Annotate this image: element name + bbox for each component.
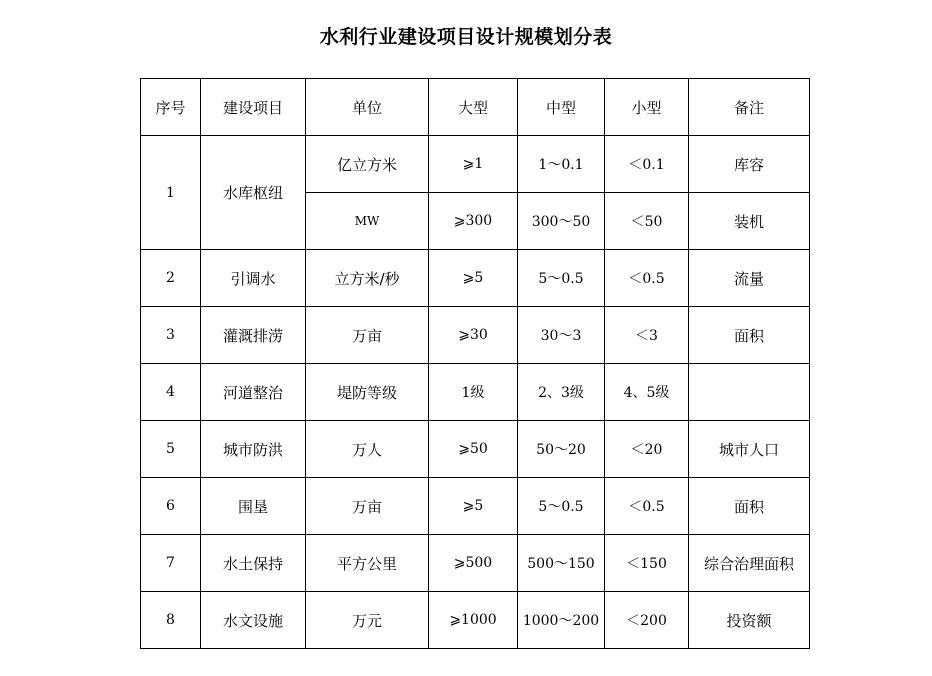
cell-no: 7	[141, 535, 201, 592]
cell-small: ＜50	[605, 193, 689, 250]
cell-no: 5	[141, 421, 201, 478]
cell-note: 面积	[689, 307, 810, 364]
cell-no: 1	[141, 136, 201, 250]
cell-small: ＜0.5	[605, 478, 689, 535]
cell-medium: 30～3	[518, 307, 605, 364]
cell-unit: 万亩	[306, 307, 429, 364]
cell-no: 2	[141, 250, 201, 307]
cell-small: 4、5级	[605, 364, 689, 421]
cell-medium: 500～150	[518, 535, 605, 592]
cell-note: 城市人口	[689, 421, 810, 478]
cell-medium: 5～0.5	[518, 478, 605, 535]
cell-large: ⩾1	[429, 136, 518, 193]
scale-classification-table	[140, 78, 810, 649]
cell-medium: 5～0.5	[518, 250, 605, 307]
header-cell-no: 序号	[141, 79, 201, 136]
table-row	[141, 592, 810, 649]
cell-large: ⩾500	[429, 535, 518, 592]
cell-note: 综合治理面积	[689, 535, 810, 592]
table-row	[141, 421, 810, 478]
header-cell-project: 建设项目	[201, 79, 306, 136]
header-cell-medium: 中型	[518, 79, 605, 136]
cell-project: 灌溉排涝	[201, 307, 306, 364]
cell-note: 装机	[689, 193, 810, 250]
cell-small: ＜0.5	[605, 250, 689, 307]
cell-large: ⩾5	[429, 250, 518, 307]
cell-note: 投资额	[689, 592, 810, 649]
cell-medium: 1000～200	[518, 592, 605, 649]
cell-project: 水土保持	[201, 535, 306, 592]
table-row	[141, 136, 810, 193]
cell-large: 1级	[429, 364, 518, 421]
table-row	[141, 535, 810, 592]
cell-unit: MW	[306, 193, 429, 250]
cell-large: ⩾300	[429, 193, 518, 250]
cell-small: ＜3	[605, 307, 689, 364]
header-cell-note: 备注	[689, 79, 810, 136]
cell-unit: 万人	[306, 421, 429, 478]
cell-unit: 立方米/秒	[306, 250, 429, 307]
cell-no: 4	[141, 364, 201, 421]
cell-project: 城市防洪	[201, 421, 306, 478]
header-cell-large: 大型	[429, 79, 518, 136]
cell-unit: 亿立方米	[306, 136, 429, 193]
cell-project: 水文设施	[201, 592, 306, 649]
table-row	[141, 364, 810, 421]
cell-note: 面积	[689, 478, 810, 535]
cell-small: ＜200	[605, 592, 689, 649]
cell-unit: 万亩	[306, 478, 429, 535]
table-row	[141, 250, 810, 307]
cell-medium: 1～0.1	[518, 136, 605, 193]
cell-small: ＜0.1	[605, 136, 689, 193]
header-row	[141, 79, 810, 136]
cell-medium: 2、3级	[518, 364, 605, 421]
cell-project: 水库枢纽	[201, 136, 306, 250]
cell-small: ＜20	[605, 421, 689, 478]
cell-large: ⩾5	[429, 478, 518, 535]
cell-note: 库容	[689, 136, 810, 193]
cell-medium: 300～50	[518, 193, 605, 250]
header-cell-unit: 单位	[306, 79, 429, 136]
cell-project: 围垦	[201, 478, 306, 535]
cell-medium: 50～20	[518, 421, 605, 478]
cell-note	[689, 364, 810, 421]
table-title: 水利行业建设项目设计规模划分表	[319, 26, 613, 48]
cell-no: 8	[141, 592, 201, 649]
cell-project: 河道整治	[201, 364, 306, 421]
cell-large: ⩾50	[429, 421, 518, 478]
cell-note: 流量	[689, 250, 810, 307]
cell-no: 3	[141, 307, 201, 364]
cell-large: ⩾1000	[429, 592, 518, 649]
cell-small: ＜150	[605, 535, 689, 592]
header-cell-small: 小型	[605, 79, 689, 136]
cell-unit: 堤防等级	[306, 364, 429, 421]
cell-unit: 平方公里	[306, 535, 429, 592]
cell-large: ⩾30	[429, 307, 518, 364]
cell-no: 6	[141, 478, 201, 535]
table-row	[141, 307, 810, 364]
table-row	[141, 478, 810, 535]
cell-project: 引调水	[201, 250, 306, 307]
cell-unit: 万元	[306, 592, 429, 649]
